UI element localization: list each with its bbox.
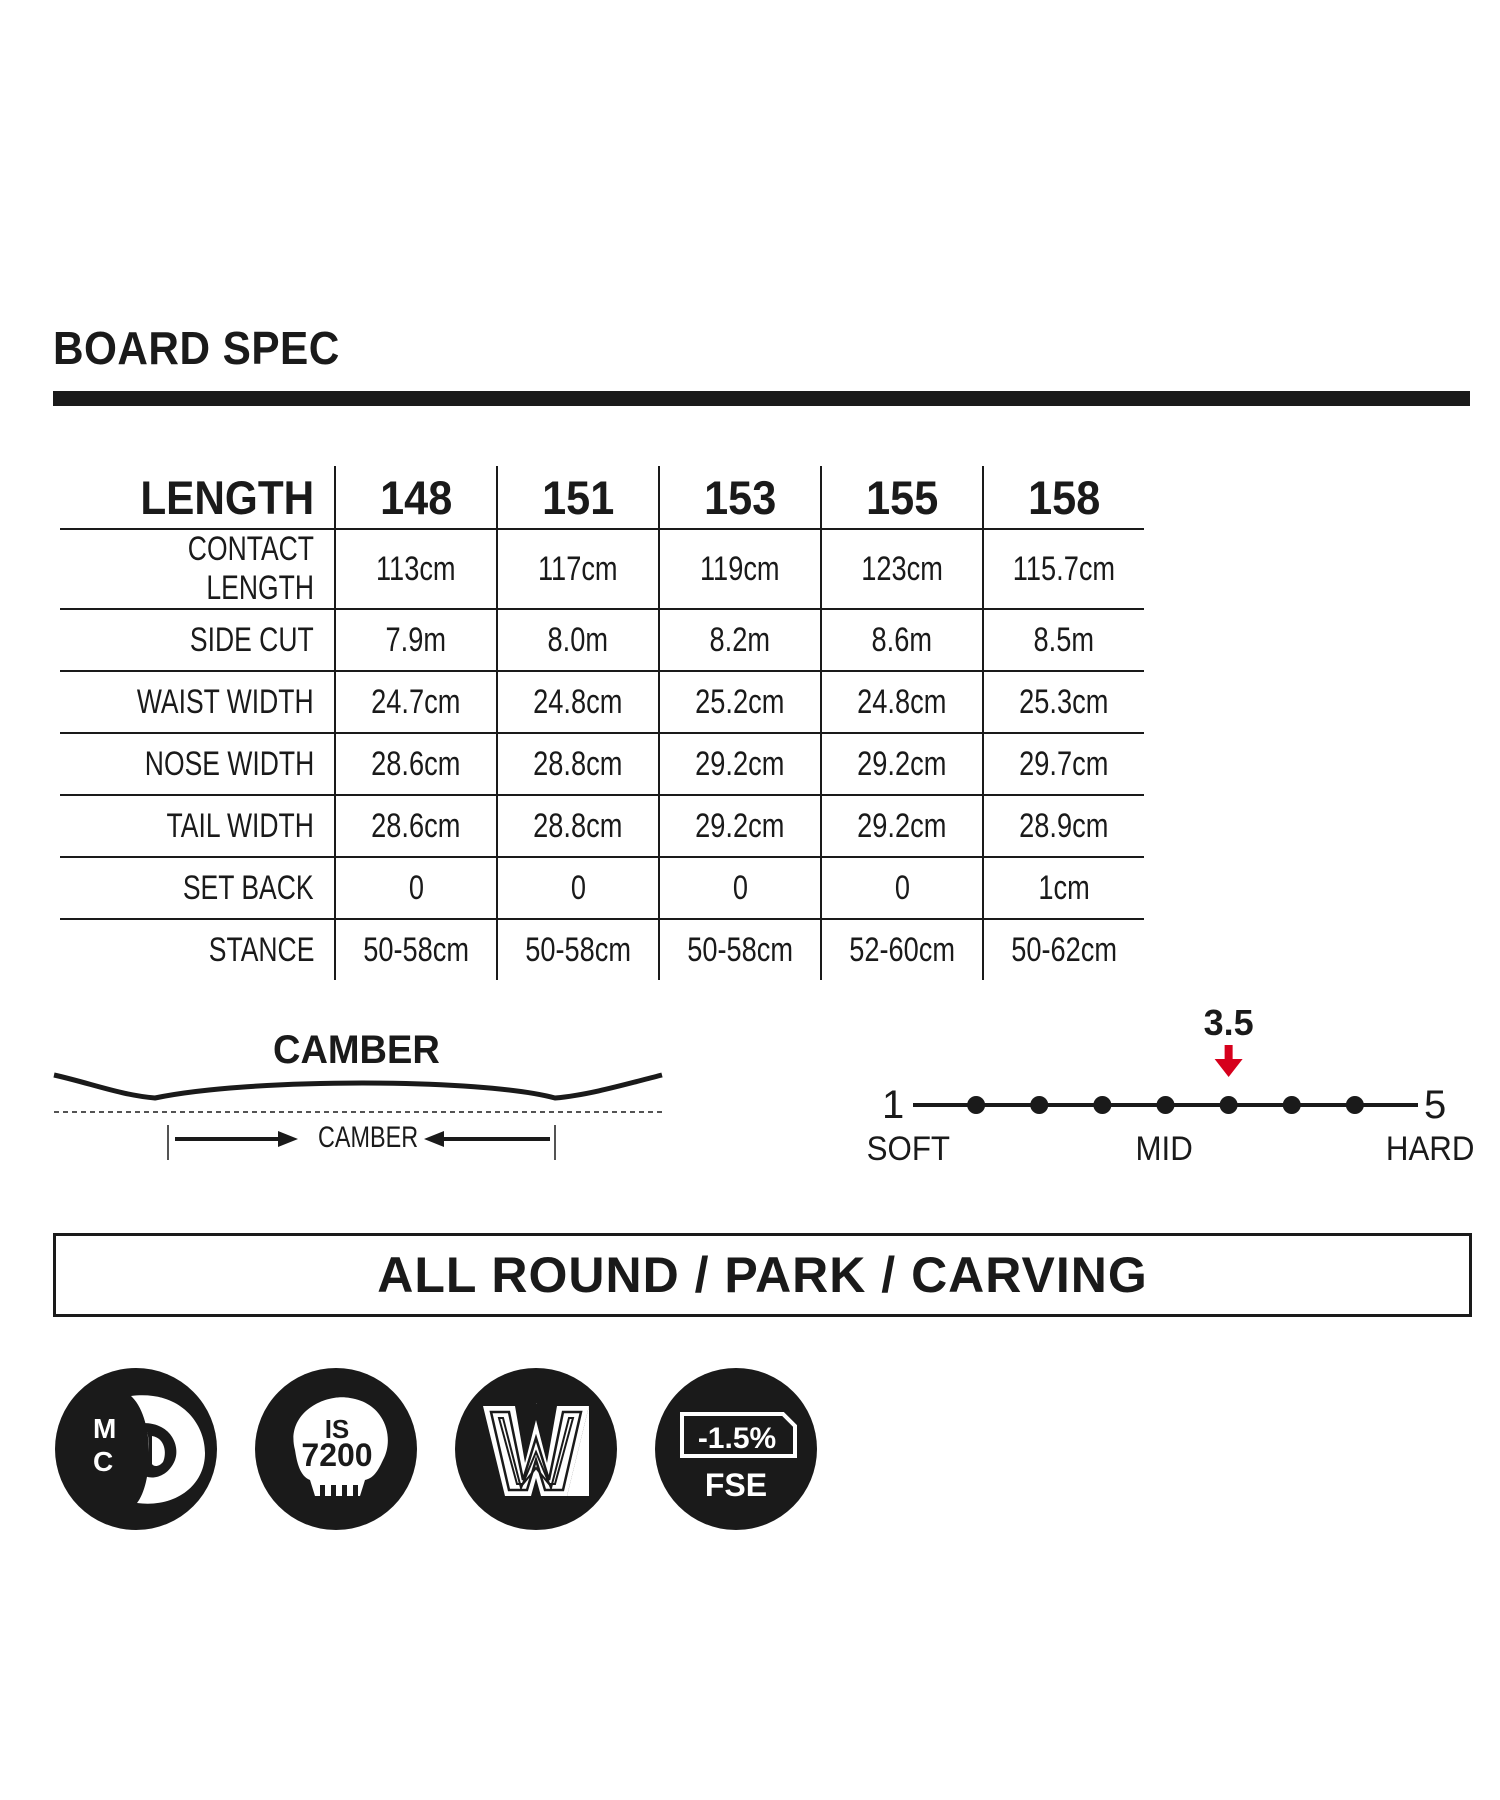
page-title: BOARD SPEC: [53, 322, 340, 374]
cell: 8.6m: [821, 609, 983, 671]
is7200-base-icon: [255, 1368, 417, 1530]
flex-mid-label: MID: [1135, 1130, 1193, 1168]
flex-hard-label: HARD: [1385, 1130, 1475, 1168]
cell: 115.7cm: [983, 529, 1144, 609]
cell: 119cm: [659, 529, 821, 609]
table-row: [60, 795, 1144, 857]
cell: 25.2cm: [659, 671, 821, 733]
arrow-left-icon: [424, 1131, 444, 1147]
title-divider: [53, 391, 1470, 406]
cell: 24.7cm: [335, 671, 497, 733]
table-header-row: [60, 466, 1144, 529]
svg-text:M: M: [93, 1413, 117, 1444]
cell: 117cm: [497, 529, 659, 609]
row-label: SET BACK: [60, 857, 335, 919]
size-header: 153: [659, 466, 821, 529]
row-label: TAIL WIDTH: [60, 795, 335, 857]
cell: 25.3cm: [983, 671, 1144, 733]
cell: 0: [497, 857, 659, 919]
mc-core-icon: [55, 1368, 217, 1530]
row-label: CONTACT LENGTH: [60, 529, 335, 609]
flex-scale-dot: [967, 1096, 985, 1114]
cell: 123cm: [821, 529, 983, 609]
flex-scale-dot: [1283, 1096, 1301, 1114]
row-label: NOSE WIDTH: [60, 733, 335, 795]
svg-text:-1.5%: -1.5%: [697, 1422, 777, 1455]
svg-text:IS: IS: [324, 1414, 350, 1444]
row-label: WAIST WIDTH: [60, 671, 335, 733]
cell: 52-60cm: [821, 919, 983, 980]
cell: 0: [821, 857, 983, 919]
flex-scale-dot: [1030, 1096, 1048, 1114]
svg-text:C: C: [93, 1446, 114, 1477]
table-row: [60, 733, 1144, 795]
row-label: SIDE CUT: [60, 609, 335, 671]
cell: 24.8cm: [821, 671, 983, 733]
profile-subtitle: CAMBER: [318, 1121, 419, 1154]
cell: 50-58cm: [335, 919, 497, 980]
svg-text:7200: 7200: [301, 1437, 373, 1473]
cell: 29.2cm: [659, 733, 821, 795]
cell: 113cm: [335, 529, 497, 609]
cell: 29.2cm: [821, 733, 983, 795]
cell: 24.8cm: [497, 671, 659, 733]
cell: 1cm: [983, 857, 1144, 919]
cell: 28.8cm: [497, 795, 659, 857]
cell: 28.9cm: [983, 795, 1144, 857]
flex-scale-dot: [1157, 1096, 1175, 1114]
cell: 28.8cm: [497, 733, 659, 795]
table-row: [60, 857, 1144, 919]
arrow-right-icon: [278, 1131, 298, 1147]
table-row: [60, 529, 1144, 609]
flex-max-label: 5: [1424, 1083, 1447, 1127]
table-row: [60, 609, 1144, 671]
svg-text:W: W: [536, 1404, 537, 1405]
size-header: 158: [983, 466, 1144, 529]
size-header: 155: [821, 466, 983, 529]
board-profile-line: [54, 1075, 662, 1098]
cell: 29.7cm: [983, 733, 1144, 795]
flex-min-label: 1: [882, 1083, 905, 1127]
cell: 50-58cm: [659, 919, 821, 980]
cell: 29.2cm: [821, 795, 983, 857]
cell: 50-58cm: [497, 919, 659, 980]
cell: 50-62cm: [983, 919, 1144, 980]
table-row: [60, 671, 1144, 733]
flex-scale-dot: [1346, 1096, 1364, 1114]
flex-marker-arrow-icon: [1215, 1045, 1243, 1077]
flex-scale-dot: [1220, 1096, 1238, 1114]
profile-title: CAMBER: [273, 1028, 440, 1072]
w-logo-icon: [455, 1368, 617, 1530]
cell: 8.5m: [983, 609, 1144, 671]
flex-soft-label: SOFT: [866, 1130, 951, 1168]
row-label: STANCE: [60, 919, 335, 980]
riding-style-box: ALL ROUND / PARK / CARVING: [53, 1233, 1472, 1317]
cell: 28.6cm: [335, 795, 497, 857]
cell: 7.9m: [335, 609, 497, 671]
fse-icon: [655, 1368, 817, 1530]
cell: 8.0m: [497, 609, 659, 671]
size-header: 151: [497, 466, 659, 529]
cell: 0: [335, 857, 497, 919]
cell: 29.2cm: [659, 795, 821, 857]
flex-value-label: 3.5: [1203, 1002, 1254, 1043]
spec-table: [60, 466, 1144, 980]
cell: 8.2m: [659, 609, 821, 671]
svg-text:FSE: FSE: [704, 1467, 768, 1503]
table-row: [60, 919, 1144, 980]
header-label: LENGTH: [140, 470, 314, 524]
size-header: 148: [335, 466, 497, 529]
flex-scale-dot: [1093, 1096, 1111, 1114]
cell: 0: [659, 857, 821, 919]
cell: 28.6cm: [335, 733, 497, 795]
